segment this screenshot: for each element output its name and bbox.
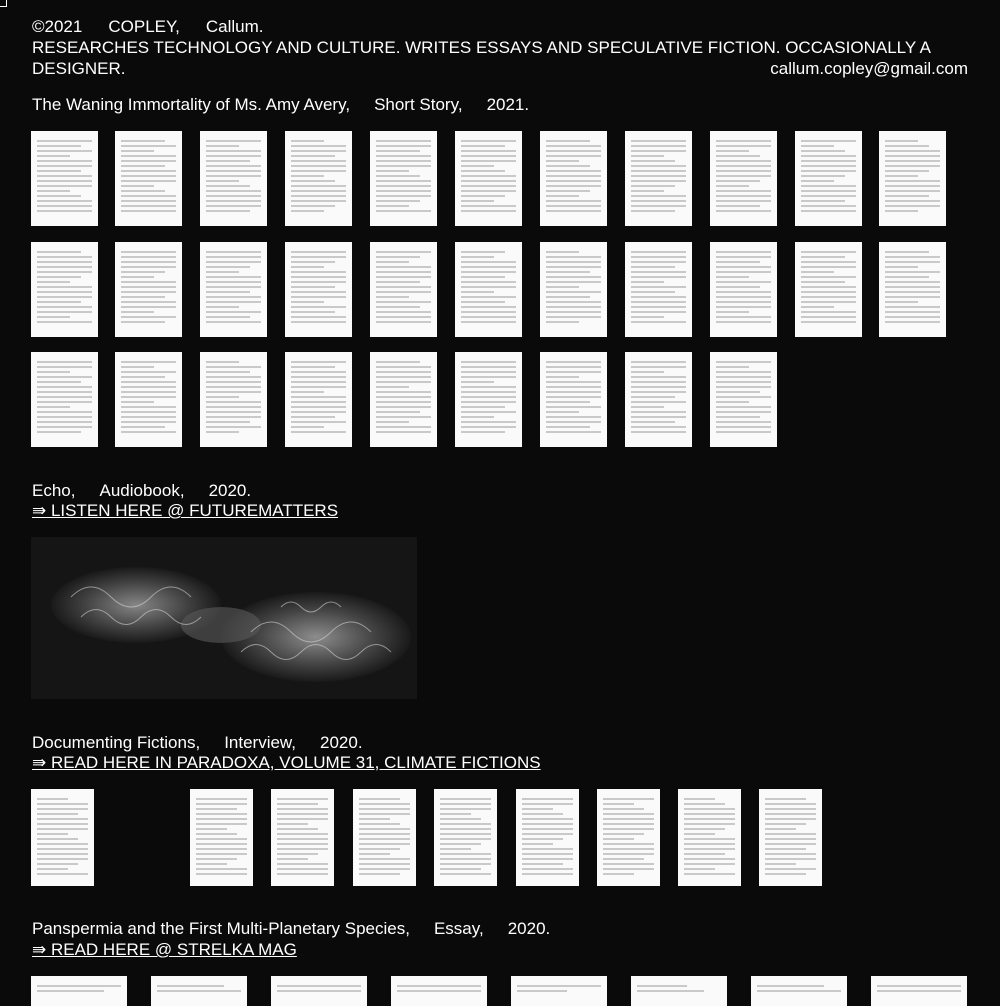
work-title: Echo,	[32, 481, 76, 500]
bio-end: DESIGNER.	[32, 59, 126, 78]
page-thumbnail[interactable]	[625, 131, 692, 226]
listen-futurematters-link[interactable]: ⇛ LISTEN HERE @ FUTUREMATTERS	[32, 501, 339, 520]
bio-text: RESEARCHES TECHNOLOGY AND CULTURE. WRITES ESSAYS AND SPECULATIVE FICTION. OCCASIONALLY A	[32, 38, 932, 57]
page-thumbnail[interactable]	[31, 131, 98, 226]
work-type: Audiobook,	[99, 481, 185, 500]
work-year: 2021.	[486, 95, 530, 114]
page-thumbnail[interactable]	[115, 242, 182, 337]
copyright: ©2021	[32, 17, 83, 36]
page-thumbnail[interactable]	[353, 789, 416, 886]
page-thumbnail[interactable]	[710, 131, 777, 226]
corner-mark	[0, 0, 7, 7]
page-thumbnail[interactable]	[795, 242, 862, 337]
page-thumbnail[interactable]	[795, 131, 862, 226]
page-thumbnail[interactable]	[115, 131, 182, 226]
page-thumbnail[interactable]	[31, 976, 127, 1006]
page-thumbnail[interactable]	[31, 352, 98, 447]
work-title-echo	[32, 480, 275, 501]
work-type: Essay,	[433, 919, 484, 938]
work-type: Interview,	[224, 733, 296, 752]
coral-structure-image	[31, 537, 417, 699]
work-title: Documenting Fictions,	[32, 733, 201, 752]
work-title: The Waning Immortality of Ms. Amy Avery,	[32, 95, 351, 114]
page-thumbnail[interactable]	[516, 789, 579, 886]
author-surname: COPLEY,	[108, 17, 180, 36]
page-thumbnail[interactable]	[511, 976, 607, 1006]
page-thumbnail[interactable]	[271, 789, 334, 886]
page-thumbnail[interactable]	[434, 789, 497, 886]
page-thumbnail[interactable]	[625, 352, 692, 447]
page-thumbnail[interactable]	[200, 352, 267, 447]
page-thumbnail[interactable]	[631, 976, 727, 1006]
page-thumbnail[interactable]	[540, 352, 607, 447]
work-year: 2020.	[320, 733, 363, 752]
page-thumbnail[interactable]	[370, 352, 437, 447]
page-thumbnail[interactable]	[200, 242, 267, 337]
page-thumbnail[interactable]	[151, 976, 247, 1006]
page-thumbnail[interactable]	[625, 242, 692, 337]
page-thumbnail[interactable]	[370, 131, 437, 226]
page-thumbnail[interactable]	[710, 352, 777, 447]
page-thumbnail[interactable]	[871, 976, 967, 1006]
page-thumbnail[interactable]	[455, 242, 522, 337]
page-thumbnail[interactable]	[115, 352, 182, 447]
work-title: Panspermia and the First Multi-Planetary Species,	[32, 919, 410, 938]
page-thumbnail[interactable]	[540, 242, 607, 337]
page-thumbnail[interactable]	[678, 789, 741, 886]
page-thumbnail[interactable]	[597, 789, 660, 886]
page-thumbnail[interactable]	[879, 131, 946, 226]
site-header	[32, 16, 968, 79]
work-title-waning-immortality	[32, 94, 553, 115]
page-thumbnail[interactable]	[285, 131, 352, 226]
page-thumbnail[interactable]	[455, 352, 522, 447]
page-thumbnail[interactable]	[285, 352, 352, 447]
echo-audiobook-image[interactable]	[31, 537, 417, 699]
page-thumbnail[interactable]	[759, 789, 822, 886]
work-title-documenting-fictions	[32, 732, 387, 753]
author-firstname: Callum.	[205, 17, 264, 36]
email-link[interactable]: callum.copley@gmail.com	[770, 59, 968, 78]
author-line	[32, 16, 968, 37]
page-thumbnail[interactable]	[271, 976, 367, 1006]
page-thumbnail[interactable]	[455, 131, 522, 226]
strelka-mag-link[interactable]: ⇛ READ HERE @ STRELKA MAG	[32, 940, 297, 959]
page-thumbnail[interactable]	[200, 131, 267, 226]
page-thumbnail[interactable]	[391, 976, 487, 1006]
work-title-panspermia	[32, 918, 574, 939]
page-thumbnail[interactable]	[190, 789, 253, 886]
work-year: 2020.	[208, 481, 252, 500]
page-thumbnail[interactable]	[710, 242, 777, 337]
bio-line-end	[32, 58, 968, 79]
page-thumbnail[interactable]	[879, 242, 946, 337]
page-thumbnail[interactable]	[370, 242, 437, 337]
page-thumbnail[interactable]	[751, 976, 847, 1006]
work-type: Short Story,	[374, 95, 463, 114]
page-thumbnail[interactable]	[285, 242, 352, 337]
page-thumbnail[interactable]	[540, 131, 607, 226]
work-year: 2020.	[507, 919, 551, 938]
page-thumbnail[interactable]	[31, 242, 98, 337]
paradoxa-link[interactable]: ⇛ READ HERE IN PARADOXA, VOLUME 31, CLIMATE FICTIONS	[32, 753, 541, 772]
page-thumbnail[interactable]	[31, 789, 94, 886]
